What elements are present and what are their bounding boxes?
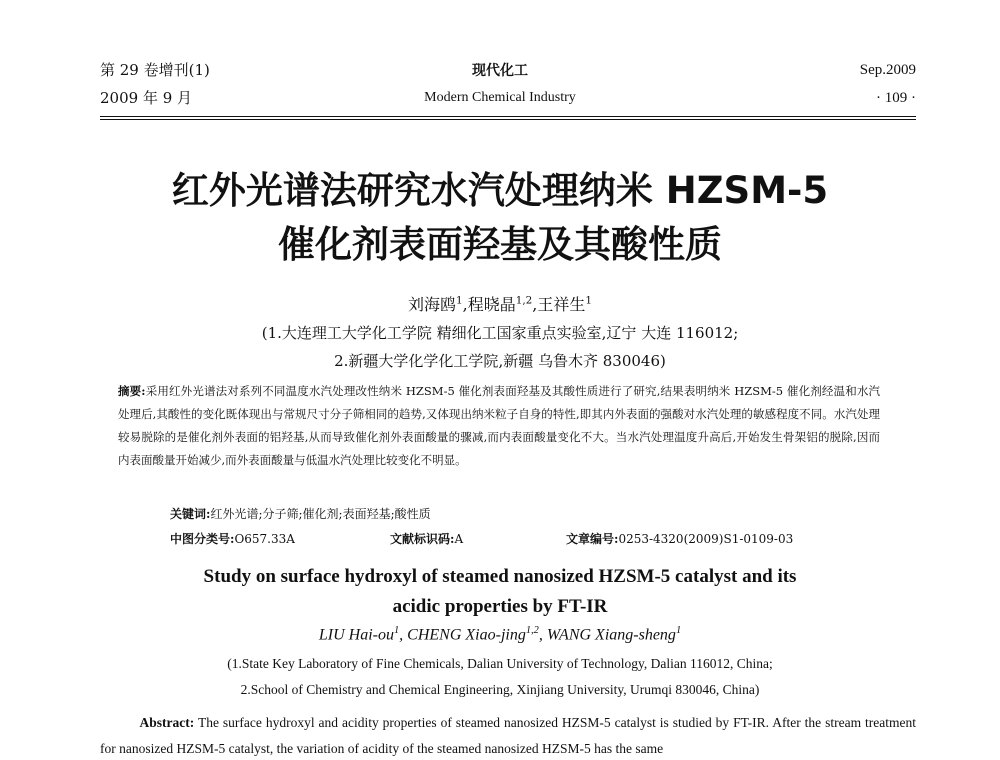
title-cn-line1: 红外光谱法研究水汽处理纳米 HZSM-5: [171, 169, 829, 212]
abstract-cn-text: 采用红外光谱法对系列不同温度水汽处理改性纳米 HZSM-5 催化剂表面羟基及其酸性质进行了研究,结果表明纳米 HZSM-5 催化剂经温和水汽处理后,其酸性的变化既体现出与常规尺寸分子筛相同的趋势,又体现出纳米粒子自身的特性,即其内外表面的强酸对水汽处理的敏感程度不同。水汽处理较易脱除的是催化剂外表面的铝羟基,从而导致催化剂外表面酸量的骤减,而内表面酸量变化不大。当水汽处理温度升高后,开始发生骨架铝的脱除,因而内表面酸量开始减少,而外表面酸量与低温水汽处理比较变化不明显。: [118, 384, 880, 467]
abstract-en-text: The surface hydroxyl and acidity properties of steamed nanosized HZSM-5 catalyst is studied by FT-IR. After the stream treatment for nanosized HZSM-5 catalyst, the variation of acidity of the steamed nanosized HZSM-5 has the same: [100, 715, 916, 756]
keywords-cn: [170, 505, 431, 523]
clc-label: 中图分类号:: [170, 532, 235, 546]
keywords-cn-label: 关键词:: [170, 507, 211, 521]
abstract-en: [100, 710, 916, 760]
clc-number: [170, 530, 295, 548]
abstract-cn: [118, 380, 880, 498]
author-cn-3: 王祥生: [537, 295, 586, 314]
clc-value: O657.33A: [234, 532, 295, 546]
authors-en: LIU Hai-$ou^1$, CHENG Xiao-jing$^{1,2}$, WANG Xiang-sheng$^1$: [318, 625, 682, 644]
title-en-line2: acidic properties by FT-IR: [392, 596, 608, 617]
author-en-3: WANG Xiang-sheng: [546, 626, 676, 644]
abstract-en-label: Abstract:: [139, 715, 195, 730]
document-code-value: A: [454, 532, 464, 546]
journal-name-cn: 现代化工: [472, 63, 528, 79]
publication-date-en: Sep.2009: [859, 62, 916, 78]
author-en-3-affil: 1: [675, 625, 682, 636]
author-cn-1: 刘海鸥: [407, 295, 456, 314]
document-code: [390, 530, 463, 548]
affiliation-en-2: 2.School of Chemistry and Chemical Engineering, Xinjiang University, Urumqi 830046, China): [240, 682, 760, 697]
author-en-2: CHENG Xiao-jing: [407, 626, 526, 644]
author-cn-3-affil: 1: [585, 294, 592, 307]
affiliation-cn-1: (1.大连理工大学化工学院 精细化工国家重点实验室,辽宁 大连 116012;: [261, 324, 739, 342]
author-cn-1-affil: 1: [456, 294, 463, 307]
article-number: [566, 530, 793, 548]
author-en-2-affil: 1,2: [525, 625, 539, 636]
keywords-cn-text: 红外光谱;分子筛;催化剂;表面羟基;酸性质: [210, 507, 431, 521]
title-en-line1: Study on surface hydroxyl of steamed nanosized HZSM-5 catalyst and its: [203, 566, 797, 587]
authors-cn: 刘海鸥$^1$,程晓晶$^{1,2}$,王祥生$^1$: [407, 294, 592, 314]
volume-issue: 第 29 卷增刊(1): [100, 61, 210, 79]
header-rule-double: [100, 119, 916, 120]
journal-name-en: Modern Chemical Industry: [424, 90, 576, 105]
abstract-cn-label: 摘要:: [118, 384, 146, 398]
title-cn-line2: 催化剂表面羟基及其酸性质: [278, 223, 722, 266]
document-code-label: 文献标识码:: [390, 532, 455, 546]
affiliation-cn-2: 2.新疆大学化学化工学院,新疆 乌鲁木齐 830046): [334, 352, 666, 370]
author-cn-2: 程晓晶: [467, 295, 516, 314]
article-number-value: 0253-4320(2009)S1-0109-03: [618, 532, 794, 546]
header-rule: [100, 116, 916, 117]
author-cn-2-affil: 1,2: [515, 294, 533, 307]
page-number: · 109 ·: [876, 90, 916, 106]
author-en-1: LIU Hai-ou: [318, 626, 394, 644]
author-en-1-affil: 1: [393, 625, 400, 636]
article-number-label: 文章编号:: [566, 532, 619, 546]
publication-date-cn: 2009 年 9 月: [100, 89, 193, 107]
affiliation-en-1: (1.State Key Laboratory of Fine Chemicals, Dalian University of Technology, Dalian 116012, China;: [227, 656, 773, 671]
